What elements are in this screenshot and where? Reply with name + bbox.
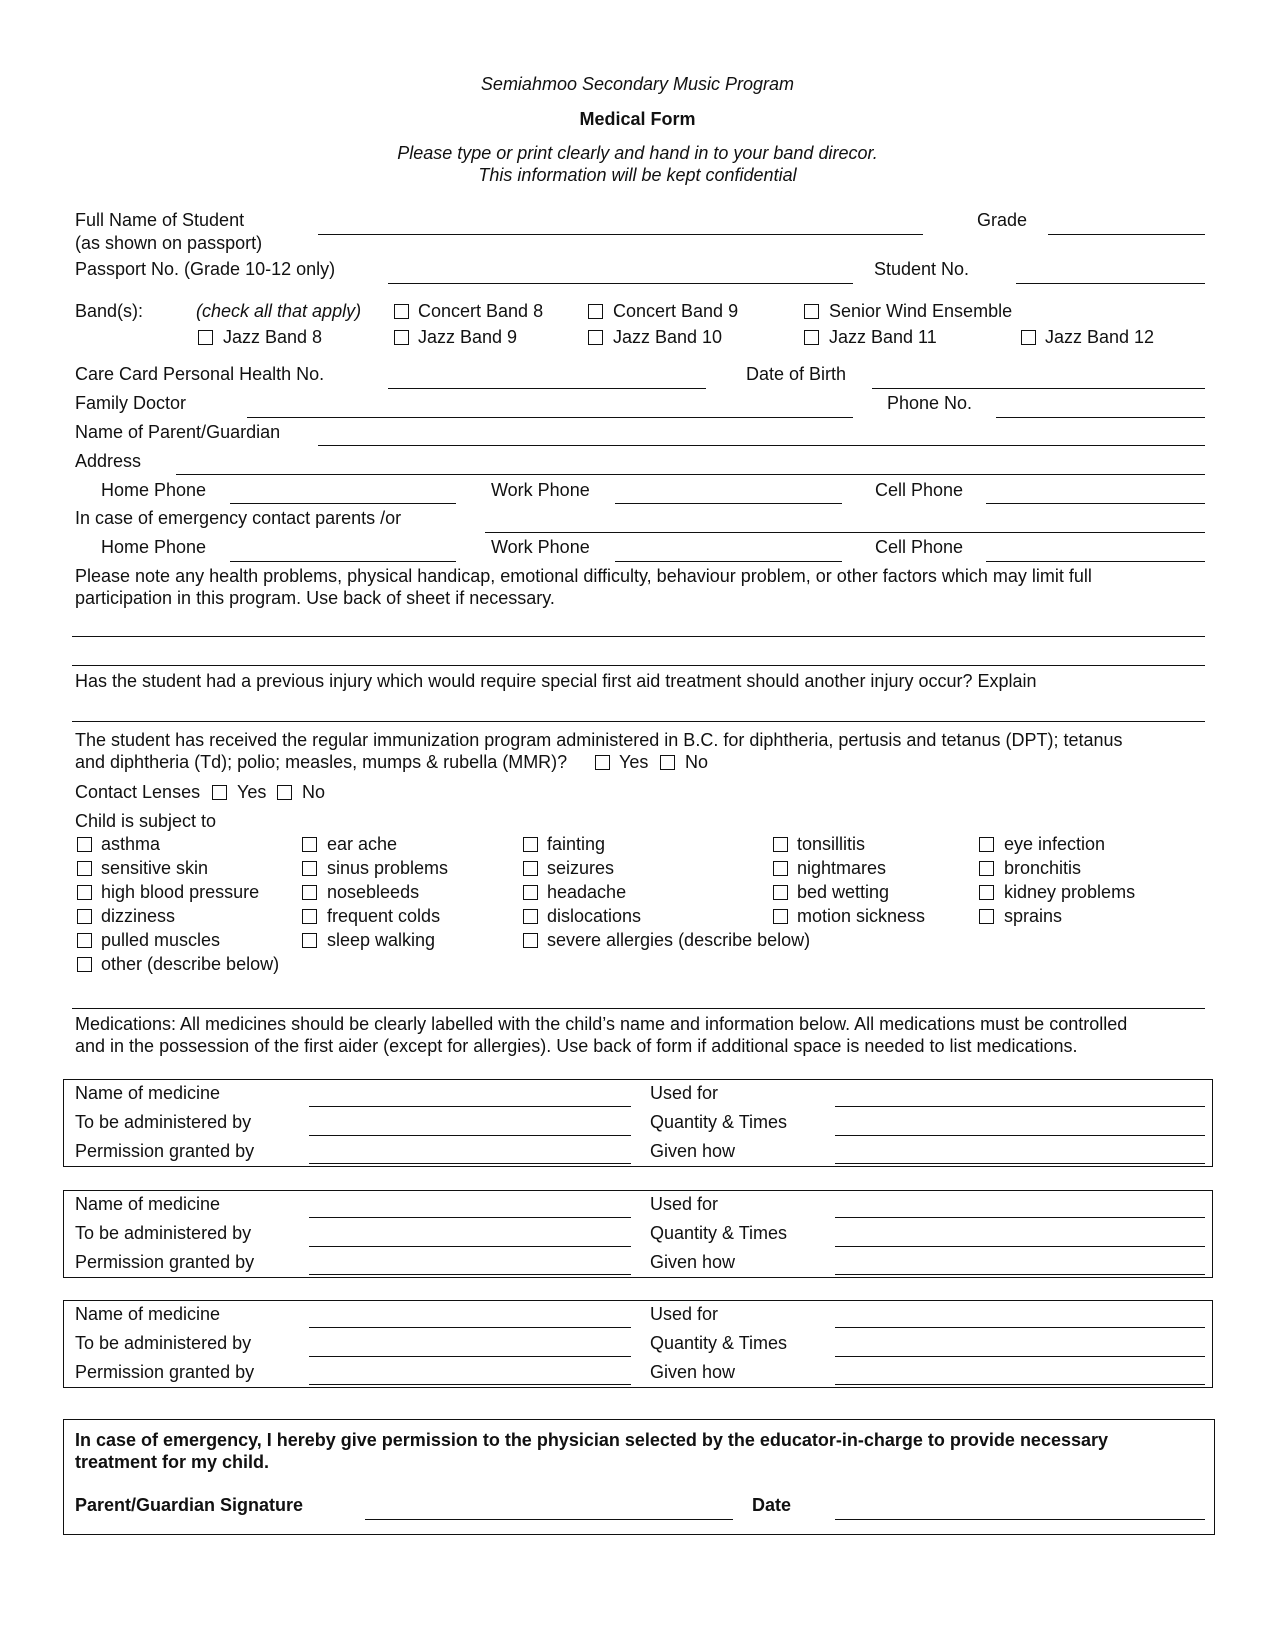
address-label: Address [75,451,142,471]
used-for-label: Used for [650,1194,719,1214]
used-for-field[interactable] [835,1327,1205,1328]
consent-statement-2: treatment for my child. [75,1452,270,1472]
dob-label: Date of Birth [746,364,847,384]
dislocations-label: dislocations [547,906,642,926]
fainting-checkbox[interactable] [523,837,538,852]
headache-label: headache [547,882,627,902]
medications-intro-1: Medications: All medicines should be clearly labelled with the child’s name and information below. All medications must be controlled [75,1014,1128,1034]
jazz-band-12-checkbox[interactable] [1021,330,1036,345]
emergency-contact-label: In case of emergency contact parents /or [75,508,402,528]
medicine-name-field[interactable] [309,1106,631,1107]
severe-allergies-checkbox[interactable] [523,933,538,948]
other-condition-checkbox[interactable] [77,957,92,972]
date-label: Date [752,1495,792,1515]
cell-phone-label: Cell Phone [875,480,964,500]
work-phone-field[interactable] [615,503,842,504]
sleep-walking-label: sleep walking [327,930,436,950]
medicine-name-label: Name of medicine [75,1304,221,1324]
concert-band-8-label: Concert Band 8 [418,301,544,321]
nightmares-label: nightmares [797,858,887,878]
parent-name-field[interactable] [318,445,1205,446]
severe-allergies-label: severe allergies (describe below) [547,930,811,950]
fainting-label: fainting [547,834,606,854]
sensitive-skin-checkbox[interactable] [77,861,92,876]
jazz-band-10-checkbox[interactable] [588,330,603,345]
asthma-label: asthma [101,834,161,854]
jazz-band-11-label: Jazz Band 11 [829,327,937,347]
contact-lenses-yes-label: Yes [237,782,267,802]
jazz-band-8-label: Jazz Band 8 [223,327,323,347]
jazz-band-11-checkbox[interactable] [804,330,819,345]
contact-lenses-no-checkbox[interactable] [277,785,292,800]
quantity-times-field[interactable] [835,1246,1205,1247]
form-title: Medical Form [579,109,696,129]
full-name-field[interactable] [318,234,923,235]
emergency-contact-field[interactable] [485,532,1205,533]
health-note-line-2[interactable] [72,665,1205,666]
senior-wind-ensemble-checkbox[interactable] [804,304,819,319]
describe-conditions-line[interactable] [72,1008,1205,1009]
frequent-colds-checkbox[interactable] [302,909,317,924]
seizures-checkbox[interactable] [523,861,538,876]
emergency-home-phone-field[interactable] [230,561,456,562]
immunization-text-1: The student has received the regular immunization program administered in B.C. for diphtheria, pertusis and tetanus (DPT); tetanus [75,730,1123,750]
bronchitis-label: bronchitis [1004,858,1082,878]
emergency-work-phone-label: Work Phone [491,537,590,557]
senior-wind-ensemble-label: Senior Wind Ensemble [829,301,1013,321]
used-for-label: Used for [650,1083,719,1103]
medicine-name-field[interactable] [309,1217,631,1218]
sprains-label: sprains [1004,906,1063,926]
immunization-no-checkbox[interactable] [660,755,675,770]
contact-lenses-label: Contact Lenses [75,782,201,802]
immunization-yes-checkbox[interactable] [595,755,610,770]
given-how-field[interactable] [835,1384,1205,1385]
doctor-phone-field[interactable] [996,417,1205,418]
medicine-name-label: Name of medicine [75,1194,221,1214]
dob-field[interactable] [872,388,1205,389]
injury-question: Has the student had a previous injury which would require special first aid treatment should another injury occur? Explain [75,671,1037,691]
given-how-field[interactable] [835,1274,1205,1275]
dizziness-checkbox[interactable] [77,909,92,924]
given-how-label: Given how [650,1141,736,1161]
work-phone-label: Work Phone [491,480,590,500]
eye-infection-label: eye infection [1004,834,1106,854]
jazz-band-8-checkbox[interactable] [198,330,213,345]
quantity-times-label: Quantity & Times [650,1333,788,1353]
parent-name-label: Name of Parent/Guardian [75,422,281,442]
pulled-muscles-checkbox[interactable] [77,933,92,948]
quantity-times-label: Quantity & Times [650,1223,788,1243]
bands-hint: (check all that apply) [196,301,362,321]
date-field[interactable] [835,1519,1205,1520]
administered-by-label: To be administered by [75,1112,252,1132]
nosebleeds-label: nosebleeds [327,882,420,902]
full-name-sublabel: (as shown on passport) [75,233,263,253]
passport-label: Passport No. (Grade 10-12 only) [75,259,336,279]
immunization-text-2: and diphtheria (Td); polio; measles, mumps & rubella (MMR)? [75,752,568,772]
jazz-band-10-label: Jazz Band 10 [613,327,723,347]
care-card-field[interactable] [388,388,706,389]
given-how-label: Given how [650,1362,736,1382]
sensitive-skin-label: sensitive skin [101,858,209,878]
high-blood-pressure-label: high blood pressure [101,882,260,902]
bed-wetting-checkbox[interactable] [773,885,788,900]
administered-by-field[interactable] [309,1356,631,1357]
quantity-times-field[interactable] [835,1135,1205,1136]
family-doctor-field[interactable] [247,417,853,418]
ear-ache-checkbox[interactable] [302,837,317,852]
permission-by-label: Permission granted by [75,1141,255,1161]
program-name: Semiahmoo Secondary Music Program [480,74,795,94]
subject-to-label: Child is subject to [75,811,217,831]
dizziness-label: dizziness [101,906,176,926]
tonsillitis-checkbox[interactable] [773,837,788,852]
used-for-field[interactable] [835,1106,1205,1107]
medicine-name-label: Name of medicine [75,1083,221,1103]
motion-sickness-label: motion sickness [797,906,926,926]
quantity-times-field[interactable] [835,1356,1205,1357]
health-note-text: Please note any health problems, physical handicap, emotional difficulty, behaviour problem, or other factors which may limit full participation in this program. Use back of sheet if necessary. [75,566,1092,608]
home-phone-field[interactable] [230,503,456,504]
instruction-line-2: This information will be kept confidential [478,165,797,185]
injury-answer-line[interactable] [72,721,1205,722]
permission-by-field[interactable] [309,1163,631,1164]
sleep-walking-checkbox[interactable] [302,933,317,948]
care-card-label: Care Card Personal Health No. [75,364,325,384]
grade-label: Grade [977,210,1028,230]
headache-checkbox[interactable] [523,885,538,900]
frequent-colds-label: frequent colds [327,906,441,926]
other-condition-label: other (describe below) [101,954,280,974]
student-no-label: Student No. [874,259,970,279]
emergency-home-phone-label: Home Phone [101,537,207,557]
asthma-checkbox[interactable] [77,837,92,852]
permission-by-field[interactable] [309,1274,631,1275]
bed-wetting-label: bed wetting [797,882,890,902]
emergency-work-phone-field[interactable] [615,561,842,562]
concert-band-9-checkbox[interactable] [588,304,603,319]
administered-by-label: To be administered by [75,1223,252,1243]
kidney-problems-checkbox[interactable] [979,885,994,900]
high-blood-pressure-checkbox[interactable] [77,885,92,900]
quantity-times-label: Quantity & Times [650,1112,788,1132]
health-note-line-1[interactable] [72,636,1205,637]
permission-by-field[interactable] [309,1384,631,1385]
signature-field[interactable] [365,1519,733,1520]
concert-band-9-label: Concert Band 9 [613,301,739,321]
signature-label: Parent/Guardian Signature [75,1495,304,1515]
concert-band-8-checkbox[interactable] [394,304,409,319]
nightmares-checkbox[interactable] [773,861,788,876]
jazz-band-9-checkbox[interactable] [394,330,409,345]
given-how-label: Given how [650,1252,736,1272]
immunization-yes-label: Yes [619,752,649,772]
consent-statement-1: In case of emergency, I hereby give permission to the physician selected by the educator-in-charge to provide necessary [75,1430,1109,1450]
bronchitis-checkbox[interactable] [979,861,994,876]
medications-intro-2: and in the possession of the first aider (except for allergies). Use back of form if additional space is needed to list medications. [75,1036,1078,1056]
administered-by-label: To be administered by [75,1333,252,1353]
motion-sickness-checkbox[interactable] [773,909,788,924]
used-for-label: Used for [650,1304,719,1324]
jazz-band-12-label: Jazz Band 12 [1045,327,1155,347]
emergency-cell-phone-field[interactable] [986,561,1205,562]
instruction-line-1: Please type or print clearly and hand in to your band direcor. [397,143,878,163]
eye-infection-checkbox[interactable] [979,837,994,852]
immunization-no-label: No [685,752,709,772]
contact-lenses-yes-checkbox[interactable] [212,785,227,800]
permission-by-label: Permission granted by [75,1362,255,1382]
used-for-field[interactable] [835,1217,1205,1218]
jazz-band-9-label: Jazz Band 9 [418,327,518,347]
dislocations-checkbox[interactable] [523,909,538,924]
address-field[interactable] [176,474,1205,475]
sinus-problems-label: sinus problems [327,858,449,878]
family-doctor-label: Family Doctor [75,393,187,413]
administered-by-field[interactable] [309,1246,631,1247]
sprains-checkbox[interactable] [979,909,994,924]
full-name-label: Full Name of Student [75,210,245,230]
given-how-field[interactable] [835,1163,1205,1164]
sinus-problems-checkbox[interactable] [302,861,317,876]
permission-by-label: Permission granted by [75,1252,255,1272]
pulled-muscles-label: pulled muscles [101,930,221,950]
cell-phone-field[interactable] [986,503,1205,504]
kidney-problems-label: kidney problems [1004,882,1136,902]
doctor-phone-label: Phone No. [887,393,973,413]
nosebleeds-checkbox[interactable] [302,885,317,900]
bands-label: Band(s): [75,301,144,321]
seizures-label: seizures [547,858,615,878]
tonsillitis-label: tonsillitis [797,834,866,854]
student-no-field[interactable] [1016,283,1205,284]
contact-lenses-no-label: No [302,782,326,802]
home-phone-label: Home Phone [101,480,207,500]
medicine-name-field[interactable] [309,1327,631,1328]
passport-field[interactable] [388,283,853,284]
ear-ache-label: ear ache [327,834,398,854]
grade-field[interactable] [1048,234,1205,235]
emergency-cell-phone-label: Cell Phone [875,537,964,557]
administered-by-field[interactable] [309,1135,631,1136]
